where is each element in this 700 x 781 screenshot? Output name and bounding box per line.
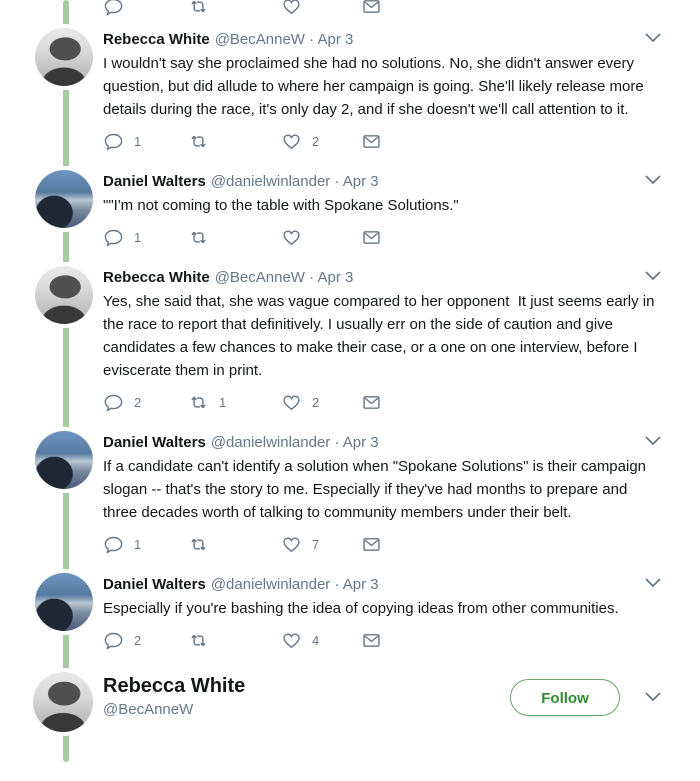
reply-button[interactable] bbox=[103, 630, 188, 651]
like-button[interactable] bbox=[281, 392, 361, 413]
retweet-icon bbox=[188, 534, 209, 555]
tweet-menu-button[interactable] bbox=[644, 577, 662, 589]
tweet-author[interactable]: Rebecca White bbox=[103, 269, 210, 286]
dm-button[interactable] bbox=[361, 0, 382, 17]
reply-icon bbox=[103, 534, 124, 555]
retweet-button[interactable] bbox=[188, 0, 281, 17]
tweet-menu-button[interactable] bbox=[644, 32, 662, 44]
reply-icon bbox=[103, 227, 124, 248]
reply-icon bbox=[103, 392, 124, 413]
dm-button[interactable] bbox=[361, 630, 382, 651]
avatar[interactable] bbox=[35, 266, 93, 324]
reply-button[interactable] bbox=[103, 392, 188, 413]
profile-name[interactable]: Rebecca White bbox=[103, 675, 246, 697]
profile-handle[interactable]: @BecAnneW bbox=[103, 701, 194, 718]
like-icon bbox=[281, 392, 302, 413]
tweet-author[interactable]: Daniel Walters bbox=[103, 434, 206, 451]
like-count: 2 bbox=[312, 395, 320, 410]
dm-icon bbox=[361, 392, 382, 413]
retweet-icon bbox=[188, 227, 209, 248]
dm-button[interactable] bbox=[361, 131, 382, 152]
retweet-button[interactable] bbox=[188, 227, 281, 248]
dm-icon bbox=[361, 227, 382, 248]
chevron-down-icon bbox=[644, 691, 662, 703]
like-icon bbox=[281, 131, 302, 152]
tweet-menu-button[interactable] bbox=[644, 435, 662, 447]
like-button[interactable] bbox=[281, 131, 361, 152]
chevron-down-icon bbox=[644, 435, 662, 447]
tweet[interactable] bbox=[0, 268, 700, 413]
tweet-meta[interactable]: @danielwinlander · Apr 3 bbox=[210, 173, 379, 190]
chevron-down-icon bbox=[644, 32, 662, 44]
tweet-text: I wouldn't say she proclaimed she had no solutions. No, she didn't answer every question, but did allude to where her campaign is going. She'll likely release more details during the race, it's only day 2, and if she doesn't we'll call attention to it. bbox=[103, 55, 648, 118]
retweet-icon bbox=[188, 392, 209, 413]
avatar[interactable] bbox=[35, 170, 93, 228]
like-button[interactable] bbox=[281, 227, 361, 248]
tweet[interactable] bbox=[0, 172, 700, 248]
reply-count: 1 bbox=[134, 134, 142, 149]
reply-button[interactable] bbox=[103, 534, 188, 555]
like-button[interactable] bbox=[281, 630, 361, 651]
like-button[interactable] bbox=[281, 0, 361, 17]
dm-button[interactable] bbox=[361, 227, 382, 248]
profile-footer bbox=[0, 671, 700, 735]
tweet-author[interactable]: Daniel Walters bbox=[103, 576, 206, 593]
tweet-author[interactable]: Daniel Walters bbox=[103, 173, 206, 190]
tweet-meta[interactable]: @danielwinlander · Apr 3 bbox=[210, 576, 379, 593]
avatar[interactable] bbox=[35, 28, 93, 86]
tweet-text: ""I'm not coming to the table with Spokane Solutions." bbox=[103, 197, 459, 214]
retweet-icon bbox=[188, 131, 209, 152]
dm-icon bbox=[361, 534, 382, 555]
like-icon bbox=[281, 227, 302, 248]
retweet-button[interactable] bbox=[188, 630, 281, 651]
chevron-down-icon bbox=[644, 577, 662, 589]
dm-icon bbox=[361, 131, 382, 152]
tweet-menu-button[interactable] bbox=[644, 174, 662, 186]
retweet-icon bbox=[188, 0, 209, 17]
tweet-meta[interactable]: @danielwinlander · Apr 3 bbox=[210, 434, 379, 451]
retweet-icon bbox=[188, 630, 209, 651]
follow-button[interactable]: Follow bbox=[510, 679, 620, 716]
dm-button[interactable] bbox=[361, 534, 382, 555]
clipped-action-row bbox=[103, 0, 382, 17]
tweet-menu-button[interactable] bbox=[644, 270, 662, 282]
like-count: 7 bbox=[312, 537, 320, 552]
tweet[interactable] bbox=[0, 433, 700, 555]
reply-button[interactable] bbox=[103, 0, 188, 17]
tweet-text: Especially if you're bashing the idea of copying ideas from other communities. bbox=[103, 600, 619, 617]
tweet[interactable] bbox=[0, 575, 700, 651]
reply-icon bbox=[103, 131, 124, 152]
dm-icon bbox=[361, 0, 382, 17]
retweet-button[interactable] bbox=[188, 392, 281, 413]
tweet-text: If a candidate can't identify a solution when "Spokane Solutions" is their campaign slogan -- that's the story to me. Especially if they've had months to prepare and three decades worth of talking to community members under their belt. bbox=[103, 458, 651, 521]
chevron-down-icon bbox=[644, 174, 662, 186]
reply-button[interactable] bbox=[103, 227, 188, 248]
avatar[interactable] bbox=[35, 431, 93, 489]
chevron-down-icon bbox=[644, 270, 662, 282]
tweet-meta[interactable]: @BecAnneW · Apr 3 bbox=[214, 269, 354, 286]
avatar[interactable] bbox=[35, 573, 93, 631]
retweet-button[interactable] bbox=[188, 534, 281, 555]
retweet-button[interactable] bbox=[188, 131, 281, 152]
profile-menu-button[interactable] bbox=[644, 691, 662, 703]
retweet-count: 1 bbox=[219, 395, 227, 410]
reply-button[interactable] bbox=[103, 131, 188, 152]
tweet-author[interactable]: Rebecca White bbox=[103, 31, 210, 48]
like-icon bbox=[281, 630, 302, 651]
like-button[interactable] bbox=[281, 534, 361, 555]
reply-icon bbox=[103, 0, 124, 17]
like-count: 4 bbox=[312, 633, 320, 648]
like-count: 2 bbox=[312, 134, 320, 149]
tweet-meta[interactable]: @BecAnneW · Apr 3 bbox=[214, 31, 354, 48]
reply-count: 2 bbox=[134, 395, 142, 410]
tweet-text: Yes, she said that, she was vague compared to her opponent It just seems early in the race to report that definitively. I usually err on the side of caution and give candidates a few chances to make their case, or a one on one interview, before I eviscerate them in print. bbox=[103, 293, 659, 379]
dm-button[interactable] bbox=[361, 392, 382, 413]
reply-count: 1 bbox=[134, 230, 142, 245]
avatar[interactable] bbox=[33, 672, 93, 732]
like-icon bbox=[281, 534, 302, 555]
tweet[interactable] bbox=[0, 30, 700, 152]
reply-count: 2 bbox=[134, 633, 142, 648]
reply-count: 1 bbox=[134, 537, 142, 552]
like-icon bbox=[281, 0, 302, 17]
reply-icon bbox=[103, 630, 124, 651]
dm-icon bbox=[361, 630, 382, 651]
